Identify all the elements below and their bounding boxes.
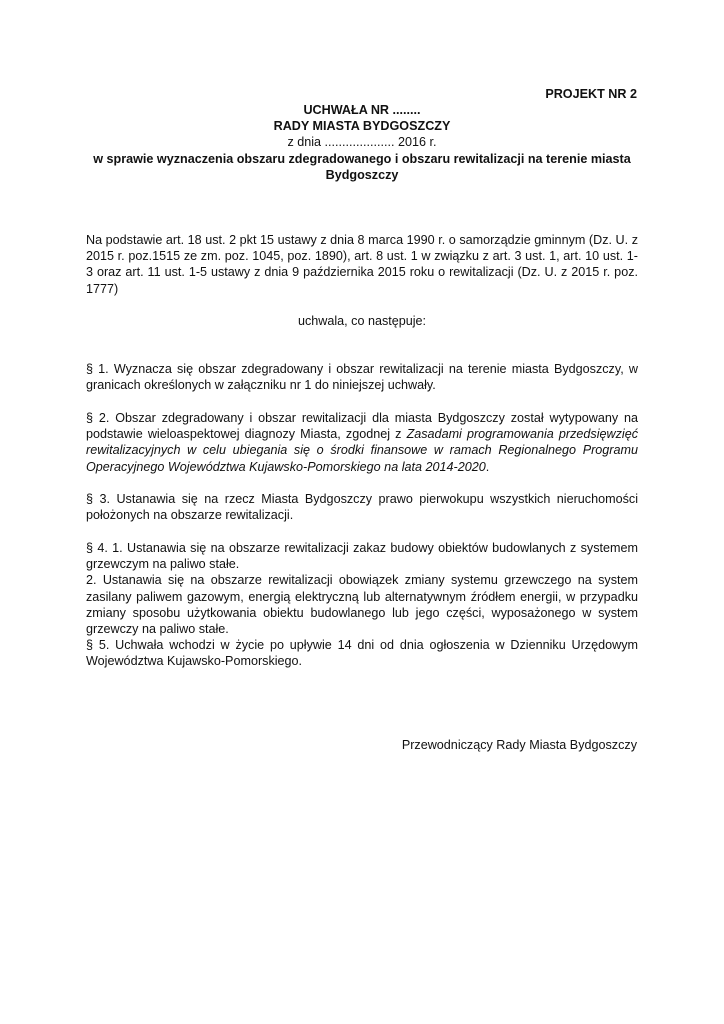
paragraph-2-start: § 2. Obszar zdegradowany i obszar rewitalizacji dla miasta Bydgoszczy został wytypowany na podstawie wieloaspektowej diagnozy Miasta, zgodnej z (86, 411, 638, 442)
paragraph-2-end: . (485, 459, 490, 474)
paragraph-2-italic-title: Zasadami programowania przedsięwzięć rewitalizacyjnych w celu ubiegania się o środki finansowe w ramach Regionalnego Programu Operacyjnego Województwa Kujawsko-Pomorskiego na lata 2014-2020 (86, 427, 638, 474)
paragraph-3 (86, 491, 638, 523)
legal-basis-text: Na podstawie art. 18 ust. 2 pkt 15 ustawy z dnia 8 marca 1990 r. o samorządzie gminnym (Dz. U. z 2015 r. poz.1515 ze zm. poz. 1045, poz. 1890), art. 8 ust. 1 w związku z art. 3 ust. 1, art. 10 ust. 1-3 oraz art. 11 ust. 1-5 ustawy z dnia 9 października 2015 roku o rewitalizacji (Dz. U. z 2015 r. poz. 1777) (86, 233, 638, 296)
resolution-date: z dnia .................... 2016 r. (287, 135, 437, 150)
paragraph-1-text: § 1. Wyznacza się obszar zdegradowany i obszar rewitalizacji na terenie miasta Bydgoszczy, w granicach określonych w załączniku nr 1 do niniejszej uchwały. (86, 362, 638, 393)
paragraph-2-text (86, 410, 638, 475)
paragraph-5-text: § 5. Uchwała wchodzi w życie po upływie 14 dni od dnia ogłoszenia w Dzienniku Urzędowym Województwa Kujawsko-Pomorskiego. (86, 638, 638, 669)
project-label: PROJEKT NR 2 (545, 87, 637, 101)
council-name: RADY MIASTA BYDGOSZCZY (273, 119, 451, 134)
resolves-line: uchwala, co następuje: (297, 314, 427, 328)
resolution-subject: w sprawie wyznaczenia obszaru zdegradowanego i obszaru rewitalizacji na terenie miasta Bydgoszczy (93, 151, 631, 182)
paragraph-2 (86, 410, 638, 475)
paragraph-1 (86, 361, 638, 393)
resolution-number: UCHWAŁA NR ........ (303, 103, 421, 117)
paragraph-4-2-text: 2. Ustanawia się na obszarze rewitalizacji obowiązek zmiany systemu grzewczego na system zasilany paliwem gazowym, energią elektryczną lub alternatywnym źródłem energii, w przypadku zmiany sposobu użytkowania obiektu budowlanego lub jego części, wyposażonego w system grzewczy na paliwo stałe. (86, 573, 638, 637)
legal-basis (86, 232, 638, 297)
resolution-header (86, 102, 638, 183)
paragraph-4-5 (86, 540, 638, 670)
signature-line: Przewodniczący Rady Miasta Bydgoszczy (401, 738, 637, 752)
paragraph-4-1-text: § 4. 1. Ustanawia się na obszarze rewitalizacji zakaz budowy obiektów budowlanych z systemem grzewczym na paliwo stałe. (86, 541, 638, 572)
paragraph-3-text: § 3. Ustanawia się na rzecz Miasta Bydgoszczy prawo pierwokupu wszystkich nieruchomości położonych na obszarze rewitalizacji. (86, 492, 638, 523)
